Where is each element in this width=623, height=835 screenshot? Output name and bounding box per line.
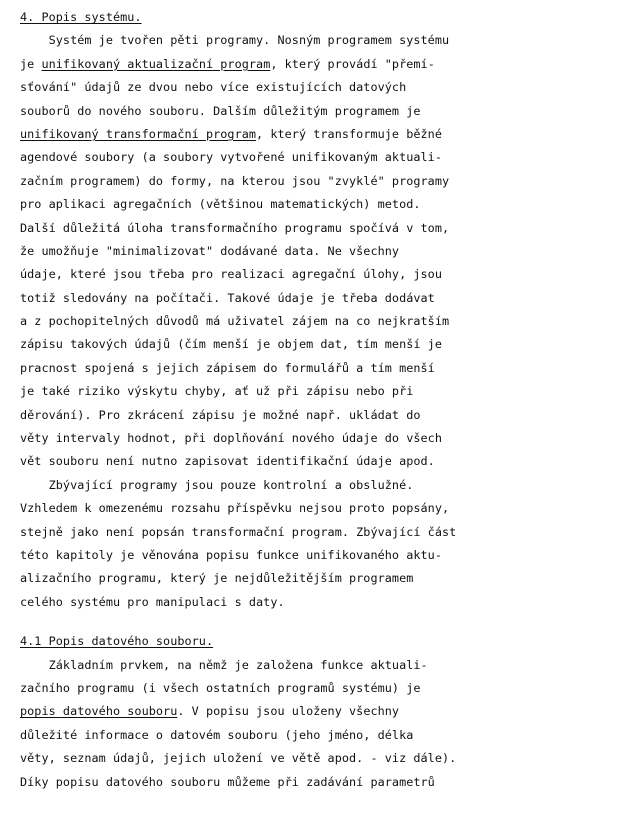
section-heading: 4. Popis systému. <box>20 10 142 24</box>
underlined-term: popis datového souboru <box>20 704 178 719</box>
text-run: sťování" údajů ze dvou nebo více existujících datových <box>20 80 407 95</box>
text-line <box>20 29 599 52</box>
text-line <box>20 654 599 677</box>
text-run: Základním prvkem, na němž je založena funkce aktuali- <box>20 657 428 672</box>
text-line <box>20 287 599 310</box>
text-run: agendové soubory (a soubory vytvořené unifikovaným aktuali- <box>20 150 442 165</box>
text-run: , který transformuje běžné <box>256 126 442 141</box>
text-line <box>20 263 599 286</box>
text-run: věty intervaly hodnot, při doplňování nového údaje do všech <box>20 431 442 446</box>
text-run: stejně jako není popsán transformační program. Zbývající část <box>20 524 457 539</box>
text-line <box>20 724 599 747</box>
text-run: zápisu takových údajů (čím menší je objem dat, tím menší je <box>20 337 442 352</box>
text-run: děrování). Pro zkrácení zápisu je možné např. ukládat do <box>20 407 421 422</box>
text-line <box>20 100 599 123</box>
text-line <box>20 123 599 146</box>
text-line <box>20 146 599 169</box>
text-line <box>20 76 599 99</box>
section-paragraph <box>20 474 599 614</box>
text-run: pracnost spojená s jejich zápisem do formulářů a tím menší <box>20 360 435 375</box>
text-line <box>20 700 599 723</box>
text-run: začního programu (i všech ostatních programů systému) je <box>20 680 421 695</box>
text-run: pro aplikaci agregačních (většinou matematických) metod. <box>20 197 421 212</box>
text-line <box>20 380 599 403</box>
text-line <box>20 357 599 380</box>
text-run: souborů do nového souboru. Dalším důležitým programem je <box>20 103 421 118</box>
text-line <box>20 170 599 193</box>
text-line <box>20 404 599 427</box>
text-line <box>20 497 599 520</box>
text-run: začním programem) do formy, na kterou jsou "zvyklé" programy <box>20 173 450 188</box>
text-run: a z pochopitelných důvodů má uživatel zájem na co nejkratším <box>20 314 450 329</box>
text-run: této kapitoly je věnována popisu funkce unifikovaného aktu- <box>20 547 442 562</box>
text-line <box>20 521 599 544</box>
text-line <box>20 771 599 794</box>
text-run: Vzhledem k omezenému rozsahu příspěvku nejsou proto popsány, <box>20 501 450 516</box>
text-run: celého systému pro manipulaci s daty. <box>20 594 285 609</box>
text-line <box>20 544 599 567</box>
text-run: totiž sledovány na počítači. Takové údaje je třeba dodávat <box>20 290 435 305</box>
text-run: Systém je tvořen pěti programy. Nosným programem systému <box>20 33 450 48</box>
text-run: Díky popisu datového souboru můžeme při zadávání parametrů <box>20 774 435 789</box>
text-run: vět souboru není nutno zapisovat identifikační údaje apod. <box>20 454 435 469</box>
text-run: věty, seznam údajů, jejich uložení ve větě apod. - viz dále). <box>20 751 457 766</box>
underlined-term: unifikovaný transformační program <box>20 126 257 141</box>
text-line <box>20 677 599 700</box>
text-line <box>20 427 599 450</box>
text-line <box>20 567 599 590</box>
text-line <box>20 474 599 497</box>
section-gap <box>20 614 599 630</box>
text-line <box>20 591 599 614</box>
text-run: Zbývající programy jsou pouze kontrolní a obslužné. <box>20 477 414 492</box>
text-run: . V popisu jsou uloženy všechny <box>177 704 400 719</box>
text-run: údaje, které jsou třeba pro realizaci agregační úlohy, jsou <box>20 267 442 282</box>
text-line <box>20 333 599 356</box>
text-line <box>20 240 599 263</box>
text-line <box>20 450 599 473</box>
text-run: alizačního programu, který je nejdůležitějším programem <box>20 571 414 586</box>
section-heading: 4.1 Popis datového souboru. <box>20 634 214 649</box>
text-line <box>20 217 599 240</box>
text-line <box>20 310 599 333</box>
text-line <box>20 53 599 76</box>
text-run: je <box>20 56 42 71</box>
underlined-term: unifikovaný aktualizační program <box>41 56 271 71</box>
text-run: že umožňuje "minimalizovat" dodávané data. Ne všechny <box>20 243 400 258</box>
section-paragraph <box>20 654 599 794</box>
section-paragraph <box>20 29 599 473</box>
text-run: , který provádí "přemí- <box>270 56 435 71</box>
text-line <box>20 193 599 216</box>
text-line <box>20 747 599 770</box>
text-run: je také riziko výskytu chyby, ať už při zápisu nebo při <box>20 384 414 399</box>
text-run: Další důležitá úloha transformačního programu spočívá v tom, <box>20 220 450 235</box>
text-run: důležité informace o datovém souboru (jeho jméno, délka <box>20 727 414 742</box>
